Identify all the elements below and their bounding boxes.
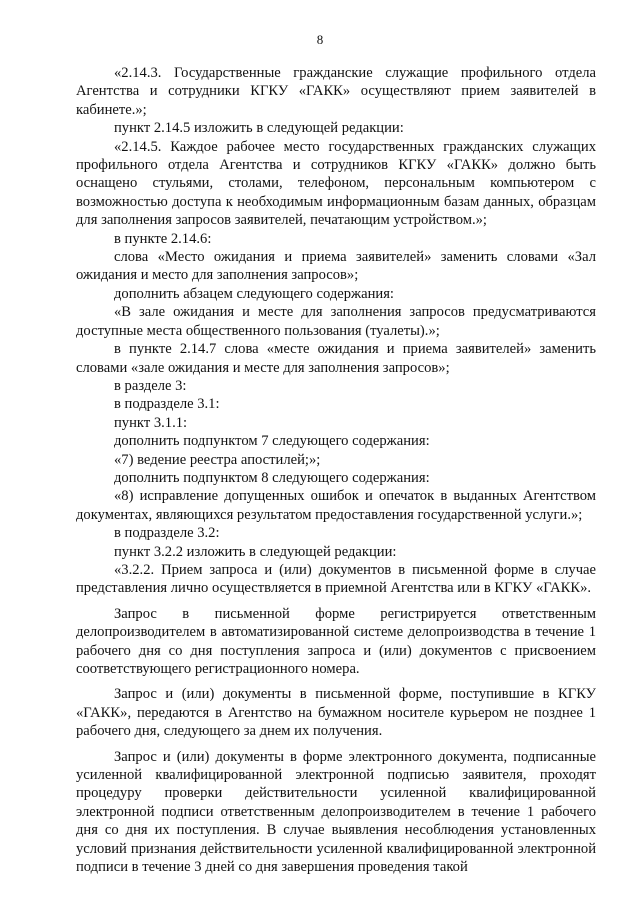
document-body	[76, 64, 596, 876]
paragraph-2-14-3: «2.14.3. Государственные гражданские служащие профильного отдела Агентства и сотрудники КГКУ «ГАКК» осуществляют прием заявителей в кабинете.»;	[76, 65, 596, 118]
paragraph-subsection-3-1: в подразделе 3.1:	[114, 396, 220, 413]
paragraph-instruction-2-14-5: пункт 2.14.5 изложить в следующей редакции:	[114, 120, 404, 137]
paragraph-add-abzac: дополнить абзацем следующего содержания:	[114, 285, 394, 302]
paragraph-add-subpoint-8: дополнить подпунктом 8 следующего содержания:	[114, 469, 430, 486]
paragraph-subpoint-7: «7) ведение реестра апостилей;»;	[114, 451, 321, 468]
paragraph-point-2-14-6: в пункте 2.14.6:	[114, 230, 212, 247]
paragraph-electronic-request: Запрос и (или) документы в форме электронного документа, подписанные усиленной квалифицированной электронной подписью заявителя, проходят процедуру проверки действительности усиленной квалифицированной электронной подписи ответственным делопроизводителем в течение 1 рабочего дня со дня их поступления. В случае выявления несоблюдения установленных условий признания действительности усиленной квалифицированной электронной подписи в течение 3 дней со дня завершения проведения такой	[76, 748, 596, 876]
paragraph-point-3-1-1: пункт 3.1.1:	[114, 414, 188, 431]
paragraph-written-request: Запрос в письменной форме регистрируется ответственным делопроизводителем в автоматизированной системе делопроизводства в течение 1 рабочего дня со дня поступления запроса и (или) документов с присвоением соответствующего регистрационного номера.	[76, 605, 596, 677]
paragraph-instruction-3-2-2: пункт 3.2.2 изложить в следующей редакции:	[114, 543, 397, 560]
paragraph-subsection-3-2: в подразделе 3.2:	[114, 525, 220, 542]
paragraph-replace-words: слова «Место ожидания и приема заявителей» заменить словами «Зал ожидания и место для заполнения запросов»;	[76, 249, 596, 284]
paragraph-2-14-5: «2.14.5. Каждое рабочее место государственных гражданских служащих профильного отдела Агентства и сотрудников КГКУ «ГАКК» должно быть оснащено стульями, столами, телефоном, персональным компьютером с возможностью доступа к необходимым информационным базам данных, образцам для заполнения запросов заявителей, печатающим устройством.»;	[76, 138, 596, 229]
paragraph-courier: Запрос и (или) документы в письменной форме, поступившие в КГКУ «ГАКК», передаются в Агентство на бумажном носителе курьером не позднее 1 рабочего дня, следующего за днем их получения.	[76, 686, 596, 740]
page-number: 8	[316, 32, 324, 47]
paragraph-toilets: «В зале ожидания и месте для заполнения запросов предусматриваются доступные места общественного пользования (туалеты).»;	[76, 304, 596, 339]
paragraph-add-subpoint-7: дополнить подпунктом 7 следующего содержания:	[114, 433, 430, 450]
paragraph-section-3: в разделе 3:	[114, 377, 187, 394]
paragraph-subpoint-8: «8) исправление допущенных ошибок и опечаток в выданных Агентством документах, являющихся результатом предоставления государственной услуги.»;	[76, 488, 596, 523]
paragraph-point-2-14-7: в пункте 2.14.7 слова «месте ожидания и приема заявителей» заменить словами «зале ожидания и месте для заполнения запросов»;	[76, 341, 596, 376]
paragraph-3-2-2: «3.2.2. Прием запроса и (или) документов в письменной форме в случае представления лично осуществляется в приемной Агентства или в КГКУ «ГАКК».	[76, 561, 596, 597]
